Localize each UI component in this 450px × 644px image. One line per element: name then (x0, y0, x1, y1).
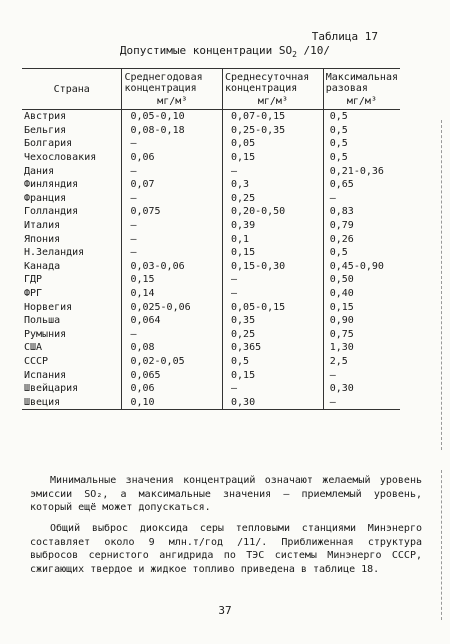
cell-annual: 0,14 (122, 287, 223, 301)
paragraph-min-max-note: Минимальные значения концентраций означают желаемый уровень эмиссии SO₂, а максимальные значения – приемлемый уровень, который ещё может допускаться. (30, 475, 422, 513)
table-caption (0, 44, 450, 59)
table-row (22, 137, 400, 151)
cell-country: Испания (24, 369, 67, 381)
cell-max: 0,40 (323, 287, 400, 301)
cell-country: Чехословакия (24, 152, 97, 164)
header-annual-unit: мг/м³ (157, 96, 188, 107)
cell-country: Канада (24, 260, 61, 272)
cell-annual: 0,075 (122, 205, 223, 219)
caption-subscript: 2 (292, 50, 297, 60)
cell-country: США (24, 342, 43, 354)
table-number: Таблица 17 (311, 30, 378, 43)
cell-daily: 0,25 (223, 192, 324, 206)
cell-daily: 0,3 (223, 178, 324, 192)
cell-annual: – (122, 164, 223, 178)
cell-daily: 0,25 (223, 328, 324, 342)
table-row (22, 341, 400, 355)
cell-daily: 0,20-0,50 (223, 205, 324, 219)
cell-annual: – (122, 232, 223, 246)
cell-annual: 0,025-0,06 (122, 300, 223, 314)
cell-country: Италия (24, 220, 61, 232)
table-row (22, 232, 400, 246)
cell-country: Финляндия (24, 179, 79, 191)
table-row (22, 164, 400, 178)
cell-country: Норвегия (24, 301, 73, 313)
cell-daily: 0,39 (223, 219, 324, 233)
table-row (22, 382, 400, 396)
cell-daily: 0,365 (223, 341, 324, 355)
cell-country: Франция (24, 192, 67, 204)
cell-daily: – (223, 287, 324, 301)
cell-max: – (323, 368, 400, 382)
cell-max: 0,75 (323, 328, 400, 342)
header-daily (223, 69, 324, 110)
cell-max: 0,65 (323, 178, 400, 192)
cell-daily: 0,5 (223, 355, 324, 369)
table-row (22, 328, 400, 342)
table-row (22, 287, 400, 301)
cell-country: Швейцария (24, 383, 79, 395)
header-annual (122, 69, 223, 110)
cell-daily: 0,1 (223, 232, 324, 246)
cell-annual: – (122, 219, 223, 233)
cell-daily: 0,15 (223, 151, 324, 165)
caption-suffix: /10/ (296, 44, 331, 57)
cell-annual: – (122, 246, 223, 260)
table-row (22, 151, 400, 165)
header-daily-unit: мг/м³ (257, 96, 288, 107)
cell-country: Болгария (24, 138, 73, 150)
table-row (22, 124, 400, 138)
cell-daily: 0,07-0,15 (223, 110, 324, 124)
cell-daily: 0,05 (223, 137, 324, 151)
table-row (22, 110, 400, 124)
cell-max: 0,79 (323, 219, 400, 233)
cell-country: Япония (24, 233, 61, 245)
cell-annual: 0,064 (122, 314, 223, 328)
table-row (22, 219, 400, 233)
cell-max: 0,5 (323, 151, 400, 165)
cell-annual: 0,15 (122, 273, 223, 287)
table-row (22, 314, 400, 328)
cell-max: 0,30 (323, 382, 400, 396)
cell-daily: 0,15-0,30 (223, 260, 324, 274)
cell-annual: 0,08-0,18 (122, 124, 223, 138)
cell-annual: 0,06 (122, 382, 223, 396)
cell-annual: 0,08 (122, 341, 223, 355)
cell-daily: 0,35 (223, 314, 324, 328)
table-row (22, 273, 400, 287)
cell-daily: – (223, 164, 324, 178)
cell-country: Голландия (24, 206, 79, 218)
cell-daily: – (223, 382, 324, 396)
cell-country: Польша (24, 315, 61, 327)
cell-annual: – (122, 137, 223, 151)
cell-daily: 0,25-0,35 (223, 124, 324, 138)
cell-country: Румыния (24, 328, 67, 340)
table-row (22, 192, 400, 206)
cell-max: 0,45-0,90 (323, 260, 400, 274)
cell-country: СССР (24, 355, 49, 367)
cell-annual: 0,05-0,10 (122, 110, 223, 124)
cell-max: – (323, 395, 400, 409)
cell-annual: – (122, 328, 223, 342)
table-row (22, 355, 400, 369)
header-daily-label: Среднесуточная концентрация (225, 72, 310, 94)
cell-annual: 0,06 (122, 151, 223, 165)
table-header-row (22, 69, 400, 110)
cell-country: Н.Зеландия (24, 247, 85, 259)
cell-daily: 0,15 (223, 246, 324, 260)
cell-annual: 0,10 (122, 395, 223, 409)
header-country-label: Страна (53, 84, 90, 95)
cell-max: 0,83 (323, 205, 400, 219)
cell-max: 1,30 (323, 341, 400, 355)
cell-country: Дания (24, 165, 55, 177)
cell-max: – (323, 192, 400, 206)
table-row (22, 368, 400, 382)
table-row (22, 260, 400, 274)
cell-daily: – (223, 273, 324, 287)
header-max (323, 69, 400, 110)
cell-country: Швеция (22, 395, 122, 409)
cell-country: ГДР (24, 274, 43, 286)
header-annual-label: Среднегодовая концентрация (124, 72, 203, 94)
caption-prefix: Допустимые концентрации SO (119, 44, 293, 57)
table-row (22, 395, 400, 409)
cell-max: 0,50 (323, 273, 400, 287)
table-row (22, 178, 400, 192)
cell-max: 0,15 (323, 300, 400, 314)
table-row (22, 246, 400, 260)
cell-daily: 0,30 (223, 395, 324, 409)
table-row (22, 300, 400, 314)
cell-max: 0,90 (323, 314, 400, 328)
cell-max: 0,26 (323, 232, 400, 246)
cell-max: 0,5 (323, 110, 400, 124)
cell-country: Австрия (24, 111, 67, 123)
cell-daily: 0,05-0,15 (223, 300, 324, 314)
cell-annual: 0,065 (122, 368, 223, 382)
cell-annual: 0,03-0,06 (122, 260, 223, 274)
header-country (22, 69, 122, 110)
cell-max: 0,21-0,36 (323, 164, 400, 178)
cell-daily: 0,15 (223, 368, 324, 382)
page-number: 37 (218, 604, 232, 617)
cell-annual: – (122, 192, 223, 206)
concentration-table (22, 68, 400, 410)
cell-country: ФРГ (24, 288, 43, 300)
cell-max: 2,5 (323, 355, 400, 369)
cell-annual: 0,02-0,05 (122, 355, 223, 369)
cell-annual: 0,07 (122, 178, 223, 192)
paragraph-total-emission: Общий выброс диоксида серы тепловыми станциями Минэнерго составляет около 9 млн.т/год /11/. Приближенная структура выбросов сернистого ангидрида по ТЭС системы Минэнерго СССР, сжигающих твердое и жидкое топливо приведена в таблице 18. (30, 523, 422, 575)
cell-max: 0,5 (323, 246, 400, 260)
table-row (22, 205, 400, 219)
margin-divider-top (441, 120, 442, 450)
cell-country: Бельгия (24, 124, 67, 136)
cell-max: 0,5 (323, 124, 400, 138)
cell-max: 0,5 (323, 137, 400, 151)
header-max-unit: мг/м³ (346, 96, 377, 107)
header-max-label: Максимальная разовая (325, 72, 398, 94)
margin-divider-bottom (441, 470, 442, 620)
